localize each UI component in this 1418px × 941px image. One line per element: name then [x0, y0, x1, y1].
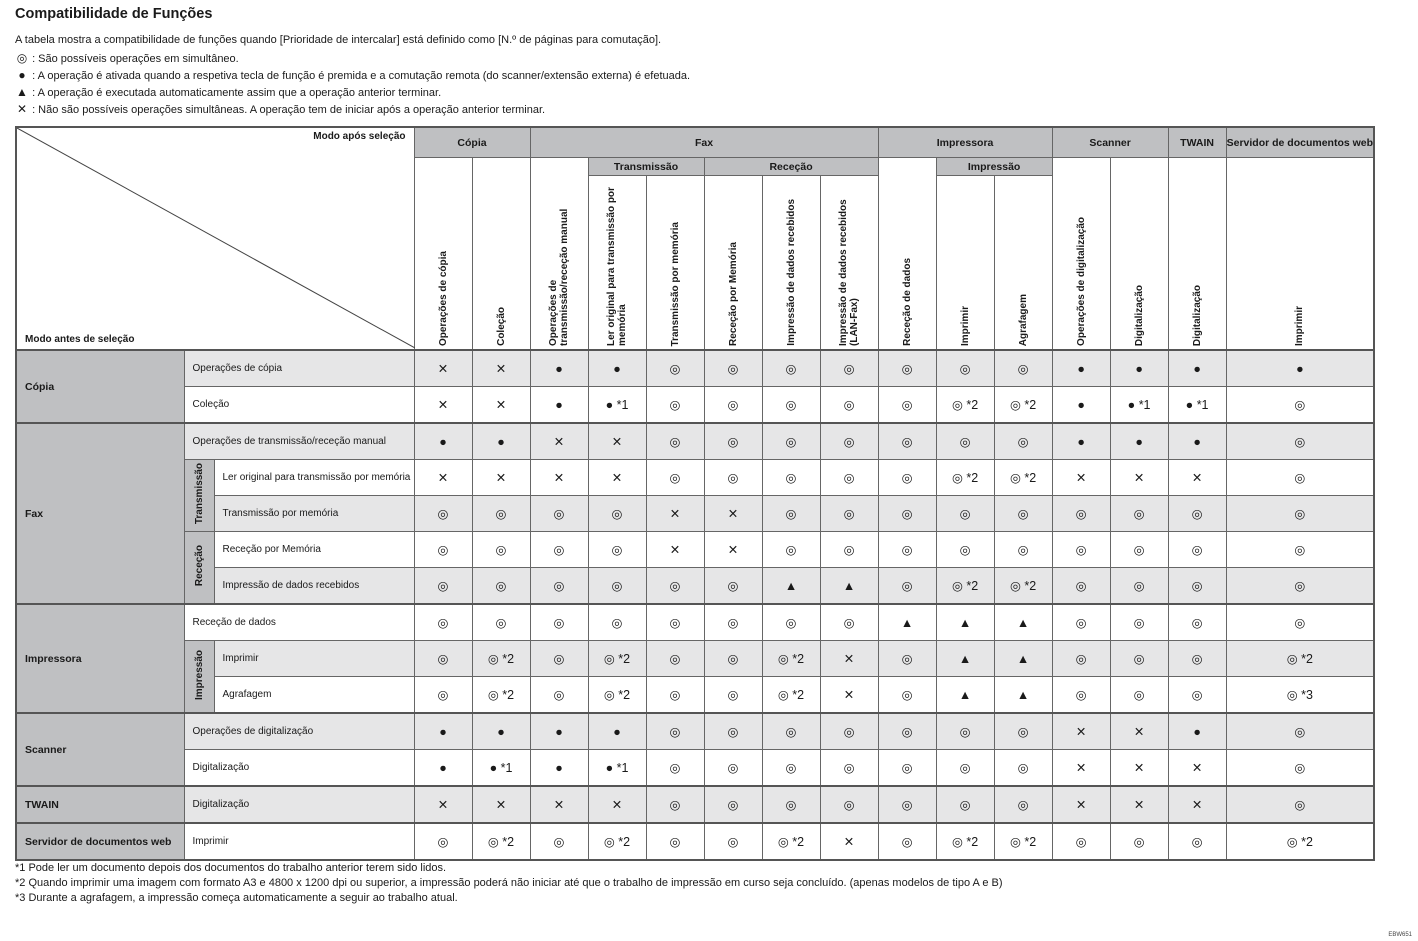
legend-text: : São possíveis operações em simultâneo.	[32, 53, 239, 65]
column-subgroup-impressao: Impressão	[936, 158, 1052, 176]
column-header: Receção de dados	[878, 158, 936, 351]
compat-cell: ◎	[1110, 641, 1168, 677]
column-header: Operações de cópia	[414, 158, 472, 351]
compat-cell: ▲	[936, 641, 994, 677]
compat-cell: ◎	[646, 350, 704, 387]
compat-cell: ● *1	[1168, 387, 1226, 424]
table-row	[16, 604, 1374, 641]
compat-cell: ◎	[994, 496, 1052, 532]
figure-code: EBW651	[1388, 932, 1412, 938]
compat-cell: ● *1	[1110, 387, 1168, 424]
compat-cell: ◎	[530, 496, 588, 532]
compat-cell: ✕	[472, 350, 530, 387]
column-header: Ler original para transmissão por memória	[588, 176, 646, 351]
compat-cell: ✕	[472, 387, 530, 424]
compat-cell: ▲	[762, 568, 820, 605]
compat-cell: ◎	[1226, 532, 1374, 568]
compat-cell: ◎	[762, 786, 820, 823]
legend-text: : Não são possíveis operações simultâneas. A operação tem de iniciar após a operação anterior terminar.	[32, 104, 546, 116]
compat-cell: ✕	[704, 532, 762, 568]
compat-cell: ◎	[1226, 496, 1374, 532]
table-row	[16, 423, 1374, 460]
compat-cell: ◎	[762, 350, 820, 387]
compat-cell: ◎	[994, 713, 1052, 750]
compat-cell: ◎	[1110, 532, 1168, 568]
footnote-3: *3 Durante a agrafagem, a impressão começa automaticamente a seguir ao trabalho atual.	[15, 892, 458, 904]
compat-cell: ◎	[762, 532, 820, 568]
compat-cell: ◎	[704, 641, 762, 677]
table-row	[16, 350, 1374, 387]
compat-cell: ◎	[878, 532, 936, 568]
table-row	[16, 641, 1374, 677]
compat-cell: ◎	[588, 496, 646, 532]
compat-cell: ◎	[530, 532, 588, 568]
compat-cell: ◎ *3	[1226, 677, 1374, 714]
compat-cell: ▲	[878, 604, 936, 641]
column-header: Operações de transmissão/receção manual	[530, 158, 588, 351]
triangle-icon: ▲	[16, 85, 28, 99]
compat-cell: ◎ *2	[994, 568, 1052, 605]
compat-cell: ◎	[704, 423, 762, 460]
compat-cell: ● *1	[588, 750, 646, 787]
compat-cell: ◎	[936, 350, 994, 387]
compat-cell: ✕	[704, 496, 762, 532]
compat-cell: ◎	[472, 532, 530, 568]
compat-cell: ✕	[646, 496, 704, 532]
legend-text: : A operação é ativada quando a respetiva tecla de função é premida e a comutação remota (do scanner/extensão externa) é efetuada.	[32, 70, 691, 82]
table-row	[16, 786, 1374, 823]
compat-cell: ◎	[994, 786, 1052, 823]
compat-cell: ✕	[1052, 460, 1110, 496]
row-label: Operações de transmissão/receção manual	[184, 423, 414, 460]
compat-cell: ◎	[878, 460, 936, 496]
page-title: Compatibilidade de Funções	[15, 6, 213, 22]
legend-item-not-possible	[15, 102, 545, 116]
compat-cell: ◎	[646, 568, 704, 605]
compat-cell: ◎	[878, 350, 936, 387]
compat-cell: ◎	[994, 350, 1052, 387]
column-header: Agrafagem	[994, 176, 1052, 351]
compat-cell: ◎	[878, 823, 936, 860]
compat-cell: ● *1	[472, 750, 530, 787]
compat-cell: ◎	[994, 750, 1052, 787]
compat-cell: ✕	[1052, 786, 1110, 823]
row-subgroup-transmissao: Transmissão	[184, 460, 214, 532]
table-row	[16, 713, 1374, 750]
compat-cell: ✕	[1168, 786, 1226, 823]
compat-cell: ●	[414, 713, 472, 750]
compat-cell: ◎	[414, 823, 472, 860]
table-row	[16, 750, 1374, 787]
compat-cell: ◎ *2	[994, 460, 1052, 496]
compat-cell: ◎	[878, 423, 936, 460]
compat-cell: ◎	[936, 750, 994, 787]
compat-cell: ●	[1110, 350, 1168, 387]
compat-cell: ◎	[762, 713, 820, 750]
compat-cell: ◎	[646, 713, 704, 750]
compat-cell: ●	[1052, 350, 1110, 387]
column-subgroup-rececao: Receção	[704, 158, 878, 176]
compat-cell: ◎	[704, 713, 762, 750]
column-group-impressora: Impressora	[878, 127, 1052, 158]
compat-cell: ▲	[936, 677, 994, 714]
table-row	[16, 460, 1374, 496]
compat-cell: ●	[588, 713, 646, 750]
compat-cell: ◎	[762, 460, 820, 496]
compat-cell: ◎	[820, 532, 878, 568]
compat-cell: ◎	[762, 496, 820, 532]
row-label: Coleção	[184, 387, 414, 424]
compat-cell: ▲	[820, 568, 878, 605]
compat-cell: ✕	[414, 387, 472, 424]
legend-item-automatic	[15, 85, 441, 99]
compat-cell: ◎ *2	[1226, 823, 1374, 860]
compat-cell: ◎	[878, 677, 936, 714]
compat-cell: ✕	[1168, 460, 1226, 496]
column-header: Impressão de dados recebidos (LAN-Fax)	[820, 176, 878, 351]
row-group-copia: Cópia	[16, 350, 184, 423]
compat-cell: ✕	[820, 641, 878, 677]
compat-cell: ◎	[878, 713, 936, 750]
column-header: Coleção	[472, 158, 530, 351]
compat-cell: ●	[414, 750, 472, 787]
compat-cell: ◎	[1110, 677, 1168, 714]
compat-cell: ◎ *2	[936, 568, 994, 605]
column-group-twain: TWAIN	[1168, 127, 1226, 158]
column-group-scanner: Scanner	[1052, 127, 1168, 158]
compat-cell: ◎	[646, 387, 704, 424]
compat-cell: ◎	[878, 641, 936, 677]
column-group-fax: Fax	[530, 127, 878, 158]
compat-cell: ✕	[646, 532, 704, 568]
compat-cell: ◎	[1052, 532, 1110, 568]
compat-cell: ✕	[820, 823, 878, 860]
compat-cell: ◎	[530, 568, 588, 605]
compat-cell: ◎	[704, 677, 762, 714]
compat-cell: ◎	[1110, 823, 1168, 860]
compat-cell: ◎ *2	[1226, 641, 1374, 677]
double-circle-icon: ◎	[16, 51, 28, 65]
compat-cell: ◎	[1226, 387, 1374, 424]
compat-cell: ◎	[762, 604, 820, 641]
compat-cell: ◎	[878, 387, 936, 424]
compat-cell: ◎	[414, 496, 472, 532]
compat-cell: ◎	[414, 677, 472, 714]
footnote-2: *2 Quando imprimir uma imagem com formato A3 e 4800 x 1200 dpi ou superior, a impressão poderá não iniciar até que o trabalho de impressão em curso seja concluído. (apenas modelos de tipo A e B)	[15, 877, 1003, 889]
compat-cell: ◎	[1168, 677, 1226, 714]
compat-cell: ●	[1168, 350, 1226, 387]
compat-cell: ◎	[646, 823, 704, 860]
compat-cell: ◎	[646, 641, 704, 677]
compat-cell: ◎	[762, 387, 820, 424]
row-group-servidor: Servidor de documentos web	[16, 823, 184, 860]
table-row	[16, 532, 1374, 568]
table-row	[16, 387, 1374, 424]
compat-cell: ◎ *2	[588, 823, 646, 860]
column-header: Digitalização	[1168, 158, 1226, 351]
compat-cell: ◎	[646, 604, 704, 641]
row-label: Operações de digitalização	[184, 713, 414, 750]
compat-cell: ●	[1052, 423, 1110, 460]
compat-cell: ◎	[704, 750, 762, 787]
compat-cell: ▲	[994, 641, 1052, 677]
table-corner-header	[16, 127, 414, 350]
compat-cell: ◎	[1168, 823, 1226, 860]
compat-cell: ◎	[936, 423, 994, 460]
compat-cell: ◎	[1226, 604, 1374, 641]
compat-cell: ◎	[646, 423, 704, 460]
column-header: Operações de digitalização	[1052, 158, 1110, 351]
compat-cell: ◎	[936, 713, 994, 750]
row-label: Impressão de dados recebidos	[214, 568, 414, 605]
compat-cell: ◎	[704, 786, 762, 823]
compat-cell: ◎	[1052, 496, 1110, 532]
compat-cell: ◎	[704, 387, 762, 424]
column-header: Receção por Memória	[704, 176, 762, 351]
table-row	[16, 568, 1374, 605]
compat-cell: ●	[530, 387, 588, 424]
compat-cell: ◎	[530, 604, 588, 641]
compat-cell: ✕	[1110, 713, 1168, 750]
cross-icon: ✕	[16, 102, 28, 116]
row-label: Digitalização	[184, 750, 414, 787]
compat-cell: ◎	[820, 423, 878, 460]
compat-cell: ◎	[820, 750, 878, 787]
compatibility-table	[15, 126, 1375, 861]
compat-cell: ◎	[820, 387, 878, 424]
compat-cell: ◎ *2	[994, 823, 1052, 860]
compat-cell: ◎	[704, 460, 762, 496]
compat-cell: ◎	[994, 532, 1052, 568]
compat-cell: ◎	[414, 604, 472, 641]
compat-cell: ◎ *2	[936, 387, 994, 424]
compat-cell: ▲	[994, 677, 1052, 714]
compat-cell: ✕	[588, 786, 646, 823]
row-label: Receção de dados	[184, 604, 414, 641]
compat-cell: ◎	[820, 604, 878, 641]
compat-cell: ◎	[588, 568, 646, 605]
row-label: Transmissão por memória	[214, 496, 414, 532]
compat-cell: ✕	[414, 786, 472, 823]
column-subgroup-transmissao: Transmissão	[588, 158, 704, 176]
compat-cell: ✕	[472, 460, 530, 496]
compat-cell: ●	[588, 350, 646, 387]
compat-cell: ●	[1052, 387, 1110, 424]
compat-cell: ◎ *2	[762, 641, 820, 677]
compat-cell: ◎ *2	[936, 823, 994, 860]
row-label: Operações de cópia	[184, 350, 414, 387]
compat-cell: ◎	[530, 641, 588, 677]
compat-cell: ◎	[878, 496, 936, 532]
compat-cell: ◎	[936, 532, 994, 568]
compat-cell: ◎	[820, 786, 878, 823]
intro-text: A tabela mostra a compatibilidade de funções quando [Prioridade de intercalar] está definido como [N.º de páginas para comutação].	[15, 34, 662, 46]
filled-circle-icon: ●	[18, 68, 26, 82]
compat-cell: ◎	[1168, 604, 1226, 641]
compat-cell: ●	[472, 423, 530, 460]
compat-cell: ◎	[1110, 604, 1168, 641]
compat-cell: ◎	[1168, 641, 1226, 677]
compat-cell: ●	[1168, 713, 1226, 750]
column-header: Transmissão por memória	[646, 176, 704, 351]
compat-cell: ◎	[1052, 641, 1110, 677]
compat-cell: ◎	[878, 568, 936, 605]
compat-cell: ◎ *2	[472, 823, 530, 860]
compat-cell: ✕	[1052, 713, 1110, 750]
compat-cell: ◎ *2	[762, 677, 820, 714]
compat-cell: ◎	[1052, 604, 1110, 641]
row-label: Agrafagem	[214, 677, 414, 714]
compat-cell: ✕	[414, 460, 472, 496]
compat-cell: ✕	[414, 350, 472, 387]
compat-cell: ◎	[1226, 786, 1374, 823]
compat-cell: ◎	[588, 604, 646, 641]
compat-cell: ◎	[820, 496, 878, 532]
compat-cell: ✕	[472, 786, 530, 823]
compat-cell: ◎ *2	[588, 641, 646, 677]
compat-cell: ◎ *2	[588, 677, 646, 714]
compat-cell: ●	[530, 750, 588, 787]
compat-cell: ◎ *2	[994, 387, 1052, 424]
compat-cell: ◎	[762, 423, 820, 460]
compat-cell: ◎	[878, 786, 936, 823]
compat-cell: ✕	[588, 460, 646, 496]
corner-before-label: Modo antes de seleção	[25, 334, 135, 345]
column-header: Imprimir	[1226, 158, 1374, 351]
compat-cell: ◎	[1168, 496, 1226, 532]
compat-cell: ✕	[1110, 460, 1168, 496]
compat-cell: ◎	[820, 713, 878, 750]
compat-cell: ◎	[1110, 568, 1168, 605]
compat-cell: ◎	[588, 532, 646, 568]
column-group-servidor: Servidor de documentos web	[1226, 127, 1374, 158]
compat-cell: ◎	[1168, 568, 1226, 605]
compat-cell: ✕	[1110, 786, 1168, 823]
compat-cell: ◎	[472, 496, 530, 532]
compat-cell: ◎	[1226, 713, 1374, 750]
legend-item-simultaneous	[15, 51, 239, 65]
row-label: Imprimir	[214, 641, 414, 677]
compat-cell: ◎	[414, 641, 472, 677]
compat-cell: ●	[530, 350, 588, 387]
compat-cell: ◎	[1226, 423, 1374, 460]
column-header: Imprimir	[936, 176, 994, 351]
compat-cell: ◎	[1052, 568, 1110, 605]
compat-cell: ◎ *2	[762, 823, 820, 860]
compat-cell: ◎ *2	[472, 641, 530, 677]
row-group-twain: TWAIN	[16, 786, 184, 823]
compat-cell: ◎	[704, 823, 762, 860]
row-group-fax: Fax	[16, 423, 184, 604]
compat-cell: ◎	[994, 423, 1052, 460]
compat-cell: ◎	[820, 350, 878, 387]
compat-cell: ◎	[646, 786, 704, 823]
compat-cell: ●	[414, 423, 472, 460]
compat-cell: ◎	[530, 823, 588, 860]
compat-cell: ◎	[704, 604, 762, 641]
compat-cell: ◎	[646, 460, 704, 496]
compat-cell: ✕	[588, 423, 646, 460]
compat-cell: ◎	[762, 750, 820, 787]
compat-cell: ◎	[704, 568, 762, 605]
compat-cell: ◎	[530, 677, 588, 714]
legend-text: : A operação é executada automaticamente assim que a operação anterior terminar.	[32, 87, 442, 99]
compat-cell: ✕	[530, 786, 588, 823]
compat-cell: ◎	[878, 750, 936, 787]
column-header: Impressão de dados recebidos	[762, 176, 820, 351]
compat-cell: ▲	[936, 604, 994, 641]
compat-cell: ●	[1110, 423, 1168, 460]
compat-cell: ◎	[1052, 823, 1110, 860]
compat-cell: ◎ *2	[472, 677, 530, 714]
column-group-copia: Cópia	[414, 127, 530, 158]
compat-cell: ● *1	[588, 387, 646, 424]
compat-cell: ✕	[1168, 750, 1226, 787]
corner-diagonal	[17, 128, 415, 348]
compat-cell: ▲	[994, 604, 1052, 641]
corner-after-label: Modo após seleção	[313, 131, 406, 142]
row-label: Imprimir	[184, 823, 414, 860]
row-group-scanner: Scanner	[16, 713, 184, 786]
table-row	[16, 823, 1374, 860]
compat-cell: ◎	[472, 604, 530, 641]
compat-cell: ◎	[936, 496, 994, 532]
column-header: Digitalização	[1110, 158, 1168, 351]
compat-cell: ◎	[1110, 496, 1168, 532]
compat-cell: ●	[1226, 350, 1374, 387]
row-group-impressora: Impressora	[16, 604, 184, 713]
compat-cell: ◎	[820, 460, 878, 496]
compat-cell: ◎	[1226, 750, 1374, 787]
table-row	[16, 677, 1374, 714]
compat-cell: ◎	[936, 786, 994, 823]
compat-cell: ◎	[704, 350, 762, 387]
compat-cell: ✕	[1110, 750, 1168, 787]
compat-cell: ◎ *2	[936, 460, 994, 496]
compat-cell: ✕	[1052, 750, 1110, 787]
row-label: Receção por Memória	[214, 532, 414, 568]
compat-cell: ●	[1168, 423, 1226, 460]
compat-cell: ◎	[646, 677, 704, 714]
legend-item-remote	[15, 68, 690, 82]
row-label: Digitalização	[184, 786, 414, 823]
compat-cell: ◎	[646, 750, 704, 787]
compat-cell: ✕	[530, 460, 588, 496]
compat-cell: ✕	[530, 423, 588, 460]
footnote-1: *1 Pode ler um documento depois dos documentos do trabalho anterior terem sido lidos.	[15, 862, 447, 874]
compat-cell: ✕	[820, 677, 878, 714]
compat-cell: ●	[472, 713, 530, 750]
row-label: Ler original para transmissão por memória	[214, 460, 414, 496]
compat-cell: ◎	[414, 568, 472, 605]
row-subgroup-impressao: Impressão	[184, 641, 214, 714]
compat-cell: ◎	[472, 568, 530, 605]
compat-cell: ◎	[1226, 568, 1374, 605]
table-row	[16, 496, 1374, 532]
compat-cell: ◎	[1226, 460, 1374, 496]
compat-cell: ◎	[414, 532, 472, 568]
row-subgroup-rececao: Receção	[184, 532, 214, 605]
compat-cell: ●	[530, 713, 588, 750]
compat-cell: ◎	[1052, 677, 1110, 714]
compat-cell: ◎	[1168, 532, 1226, 568]
